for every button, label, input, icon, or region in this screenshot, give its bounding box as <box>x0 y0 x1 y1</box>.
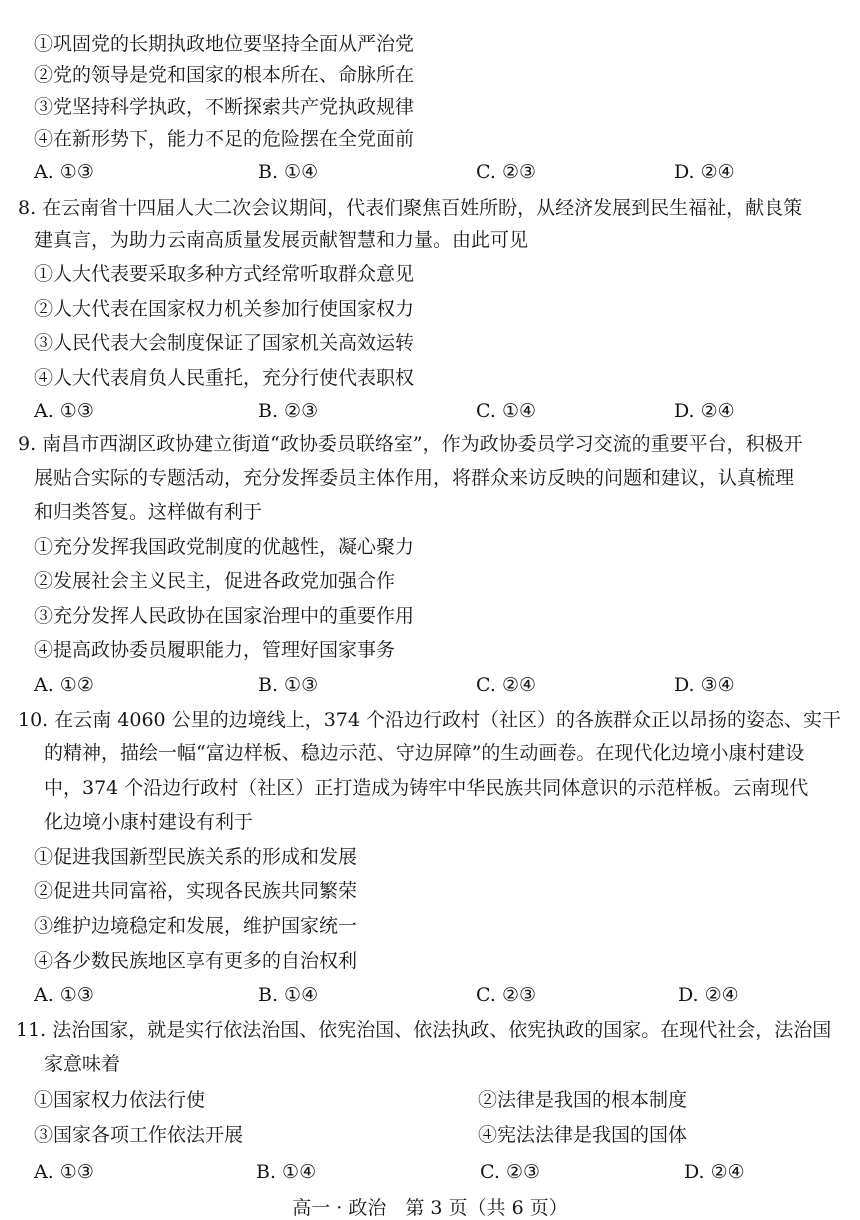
q11-option-a: A. ①③ <box>34 1161 94 1183</box>
q8-statement-3: ③人民代表大会制度保证了国家机关高效运转 <box>34 332 415 354</box>
q11-stem-line-1: 11. 法治国家，就是实行依法治国、依宪治国、依法执政、依宪执政的国家。在现代社会，法治国 <box>16 1019 832 1041</box>
q8-stem-line-2: 建真言，为助力云南高质量发展贡献智慧和力量。由此可见 <box>34 229 529 251</box>
q10-stem-line-4: 化边境小康村建设有利于 <box>44 811 254 833</box>
q7-option-b: B. ①④ <box>258 161 319 183</box>
q8-statement-2: ②人大代表在国家权力机关参加行使国家权力 <box>34 298 415 320</box>
q8-option-b: B. ②③ <box>258 400 319 422</box>
q8-statement-1: ①人大代表要采取多种方式经常听取群众意见 <box>34 263 415 285</box>
q7-statement-1: ①巩固党的长期执政地位要坚持全面从严治党 <box>34 33 415 55</box>
q9-stem-line-3: 和归类答复。这样做有利于 <box>34 501 263 523</box>
q7-option-c: C. ②③ <box>476 161 537 183</box>
q10-stem-line-2: 的精神，描绘一幅“富边样板、稳边示范、守边屏障”的生动画卷。在现代化边境小康村建设 <box>44 742 805 764</box>
q9-option-d: D. ③④ <box>674 674 735 696</box>
q10-stem-line-3: 中，374 个沿边行政村（社区）正打造成为铸牢中华民族共同体意识的示范样板。云南现代 <box>44 777 809 799</box>
q9-stem-line-1: 9. 南昌市西湖区政协建立街道“政协委员联络室”，作为政协委员学习交流的重要平台，积极开 <box>18 433 803 455</box>
q11-option-b: B. ①④ <box>256 1161 317 1183</box>
q10-option-b: B. ①④ <box>258 984 319 1006</box>
q8-stem-line-1: 8. 在云南省十四届人大二次会议期间，代表们聚焦百姓所盼，从经济发展到民生福祉，献良策 <box>18 197 803 219</box>
q10-option-d: D. ②④ <box>678 984 739 1006</box>
q10-statement-3: ③维护边境稳定和发展，维护国家统一 <box>34 915 358 937</box>
q10-statement-1: ①促进我国新型民族关系的形成和发展 <box>34 846 358 868</box>
q7-statement-4: ④在新形势下，能力不足的危险摆在全党面前 <box>34 128 415 150</box>
q11-option-c: C. ②③ <box>480 1161 541 1183</box>
q9-stem-line-2: 展贴合实际的专题活动，充分发挥委员主体作用，将群众来访反映的问题和建议，认真梳理 <box>34 467 795 489</box>
q11-statement-3: ③国家各项工作依法开展 <box>34 1124 244 1146</box>
q9-option-a: A. ①② <box>34 674 94 696</box>
q11-statement-4: ④宪法法律是我国的国体 <box>478 1124 688 1146</box>
q9-statement-4: ④提高政协委员履职能力，管理好国家事务 <box>34 639 396 661</box>
q10-statement-2: ②促进共同富裕，实现各民族共同繁荣 <box>34 880 358 902</box>
q10-option-c: C. ②③ <box>476 984 537 1006</box>
page-footer: 高一 · 政治 第 3 页（共 6 页） <box>292 1197 568 1219</box>
q8-option-a: A. ①③ <box>34 400 94 422</box>
q11-statement-1: ①国家权力依法行使 <box>34 1089 206 1111</box>
q10-statement-4: ④各少数民族地区享有更多的自治权利 <box>34 950 358 972</box>
q9-statement-3: ③充分发挥人民政协在国家治理中的重要作用 <box>34 605 415 627</box>
q7-statement-3: ③党坚持科学执政，不断探索共产党执政规律 <box>34 96 415 118</box>
q11-stem-line-2: 家意味着 <box>44 1053 121 1075</box>
q11-option-d: D. ②④ <box>684 1161 745 1183</box>
q8-option-d: D. ②④ <box>674 400 735 422</box>
q7-option-a: A. ①③ <box>34 161 94 183</box>
q9-option-b: B. ①③ <box>258 674 319 696</box>
q7-statement-2: ②党的领导是党和国家的根本所在、命脉所在 <box>34 64 415 86</box>
q10-option-a: A. ①③ <box>34 984 94 1006</box>
q8-option-c: C. ①④ <box>476 400 537 422</box>
q7-option-d: D. ②④ <box>674 161 735 183</box>
q9-statement-2: ②发展社会主义民主，促进各政党加强合作 <box>34 570 396 592</box>
q11-statement-2: ②法律是我国的根本制度 <box>478 1089 688 1111</box>
q10-stem-line-1: 10. 在云南 4060 公里的边境线上，374 个沿边行政村（社区）的各族群众正以昂扬的姿态、实干 <box>18 709 841 731</box>
q8-statement-4: ④人大代表肩负人民重托，充分行使代表职权 <box>34 367 415 389</box>
q9-statement-1: ①充分发挥我国政党制度的优越性，凝心聚力 <box>34 536 415 558</box>
q9-option-c: C. ②④ <box>476 674 537 696</box>
